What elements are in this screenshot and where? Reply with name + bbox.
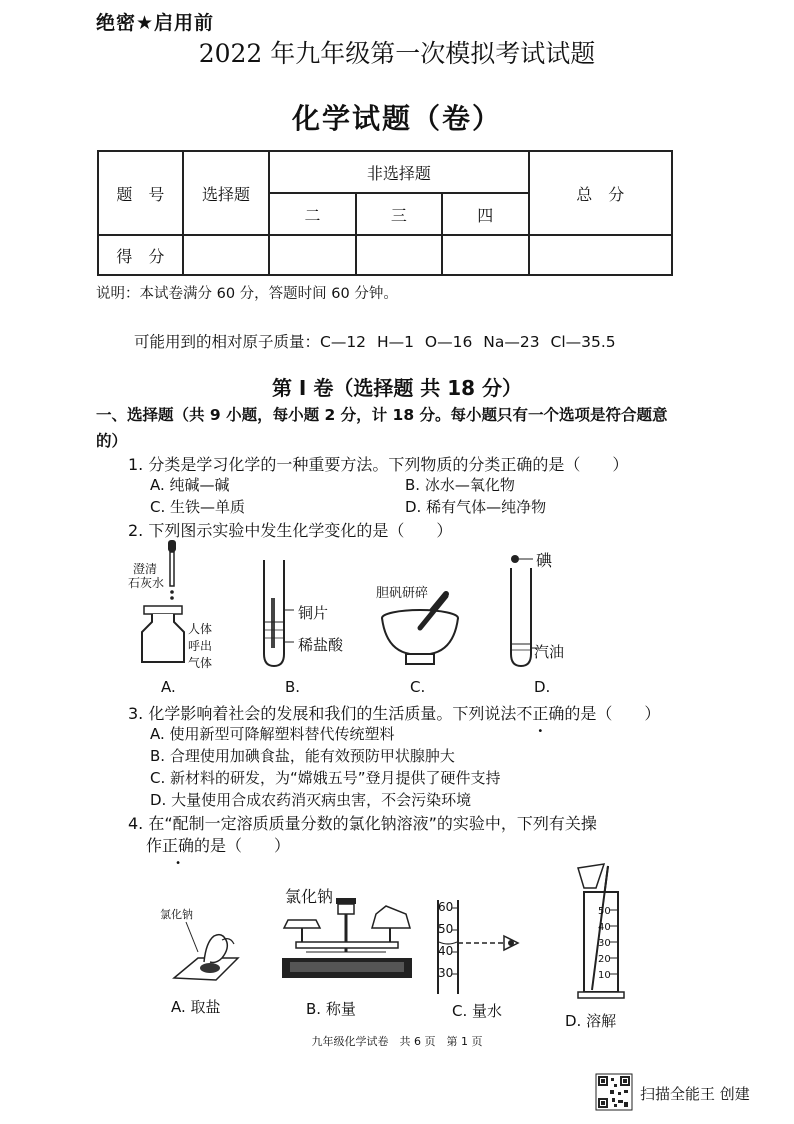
q4-option-d[interactable]: D. 溶解	[565, 1012, 617, 1030]
q2a-label-2: 石灰水	[128, 576, 165, 590]
q2b-acid-label: 稀盐酸	[298, 636, 344, 654]
scanner-watermark: 扫描全能王 创建	[640, 1085, 750, 1103]
q2b-copper-label: 铜片	[298, 604, 329, 622]
q2-option-c[interactable]: C.	[410, 678, 426, 696]
exam-title: 2022 年九年级第一次模拟考试试题	[198, 39, 596, 68]
q4c-tick-50: 50	[438, 922, 454, 936]
q4a-hand-salt-diagram	[168, 918, 248, 990]
sub-header-3: 三	[356, 193, 442, 235]
page-footer: 九年级化学试卷 共 6 页 第 1 页	[311, 1035, 483, 1048]
q1-option-d[interactable]: D. 稀有气体—纯净物	[405, 498, 547, 516]
total-header: 总 分	[529, 151, 672, 235]
q4c-tick-40: 40	[438, 944, 454, 958]
q4d-tick-20: 20	[598, 954, 611, 965]
q4-stem-line2: 作正确的是（ ）	[146, 833, 290, 856]
q4a-label: 氯化钠	[160, 908, 193, 921]
q1-option-c[interactable]: C. 生铁—单质	[150, 498, 246, 516]
q4c-tick-30: 30	[438, 966, 454, 980]
q3-stem: 3. 化学影响着社会的发展和我们的生活质量。下列说法不正确的是（ ）	[128, 701, 660, 724]
sub-header-4: 四	[442, 193, 528, 235]
row-label-score: 得 分	[98, 235, 183, 275]
q2c-mortar-diagram	[380, 588, 470, 672]
q2d-iodine-label: 碘	[536, 551, 553, 570]
q2a-gas-3: 气体	[188, 656, 213, 670]
q2a-gas-2: 呼出	[188, 639, 213, 653]
section1-instructions: 一、选择题（共 9 小题，每小题 2 分，计 18 分。每小题只有一个选项是符合题意的）	[96, 406, 668, 450]
q4c-tick-60: 60	[438, 900, 454, 914]
score-cell[interactable]	[529, 235, 672, 275]
subject-title: 化学试题（卷）	[291, 102, 502, 135]
q2a-label-1: 澄清	[133, 562, 158, 576]
q1-option-b[interactable]: B. 冰水—氧化物	[405, 476, 515, 494]
q2d-gasoline-label: 汽油	[534, 643, 565, 661]
q1-option-a[interactable]: A. 纯碱—碱	[150, 476, 230, 494]
q4-emphasis: 正确	[162, 836, 195, 855]
row-label-number: 题 号	[98, 151, 183, 235]
score-cell[interactable]	[356, 235, 442, 275]
q2-stem: 2. 下列图示实验中发生化学变化的是（ ）	[128, 521, 453, 540]
score-cell[interactable]	[442, 235, 528, 275]
confidential-mark: 绝密★启用前	[96, 12, 215, 34]
q3-option-b[interactable]: B. 合理使用加碘食盐，能有效预防甲状腺肿大	[150, 747, 455, 765]
sub-header-2: 二	[269, 193, 355, 235]
q1-stem: 1. 分类是学习化学的一种重要方法。下列物质的分类正确的是（ ）	[128, 455, 629, 474]
q2a-gas-1: 人体	[188, 622, 213, 636]
score-table	[97, 150, 673, 276]
q4d-tick-50: 50	[598, 906, 611, 917]
score-cell[interactable]	[183, 235, 269, 275]
nonchoice-header: 非选择题	[269, 151, 528, 193]
q2-option-a[interactable]: A.	[161, 678, 176, 696]
q3-emphasis: 不正确	[516, 704, 565, 723]
q4-option-a[interactable]: A. 取盐	[171, 998, 221, 1016]
q2b-test-tube-diagram	[258, 558, 298, 670]
q4-option-b[interactable]: B. 称量	[306, 1000, 356, 1018]
score-cell[interactable]	[269, 235, 355, 275]
q4d-tick-10: 10	[598, 970, 611, 981]
atomic-masses: 可能用到的相对原子质量：C—12 H—1 O—16 Na—23 Cl—35.5	[134, 333, 616, 351]
q2-option-d[interactable]: D.	[534, 678, 551, 696]
q3-option-d[interactable]: D. 大量使用合成农药消灭病虫害，不会污染环境	[150, 791, 472, 809]
qr-code-icon	[596, 1074, 632, 1110]
q3-option-a[interactable]: A. 使用新型可降解塑料替代传统塑料	[150, 725, 395, 743]
exam-note: 说明：本试卷满分 60 分，答题时间 60 分钟。	[96, 286, 398, 302]
choice-header: 选择题	[183, 151, 269, 235]
q4d-tick-30: 30	[598, 938, 611, 949]
q3-option-c[interactable]: C. 新材料的研发，为“嫦娥五号”登月提供了硬件支持	[150, 769, 501, 787]
q4d-tick-40: 40	[598, 922, 611, 933]
q4-option-c[interactable]: C. 量水	[452, 1002, 503, 1020]
q2-option-b[interactable]: B.	[285, 678, 301, 696]
q4b-label: 氯化钠	[285, 887, 334, 906]
q4b-balance-diagram	[276, 898, 426, 986]
q4-stem-line1: 4. 在“配制一定溶质质量分数的氯化钠溶液”的实验中，下列有关操	[128, 814, 597, 833]
part1-title: 第 I 卷（选择题 共 18 分）	[271, 376, 523, 400]
q2c-label: 胆矾研碎	[376, 586, 429, 601]
